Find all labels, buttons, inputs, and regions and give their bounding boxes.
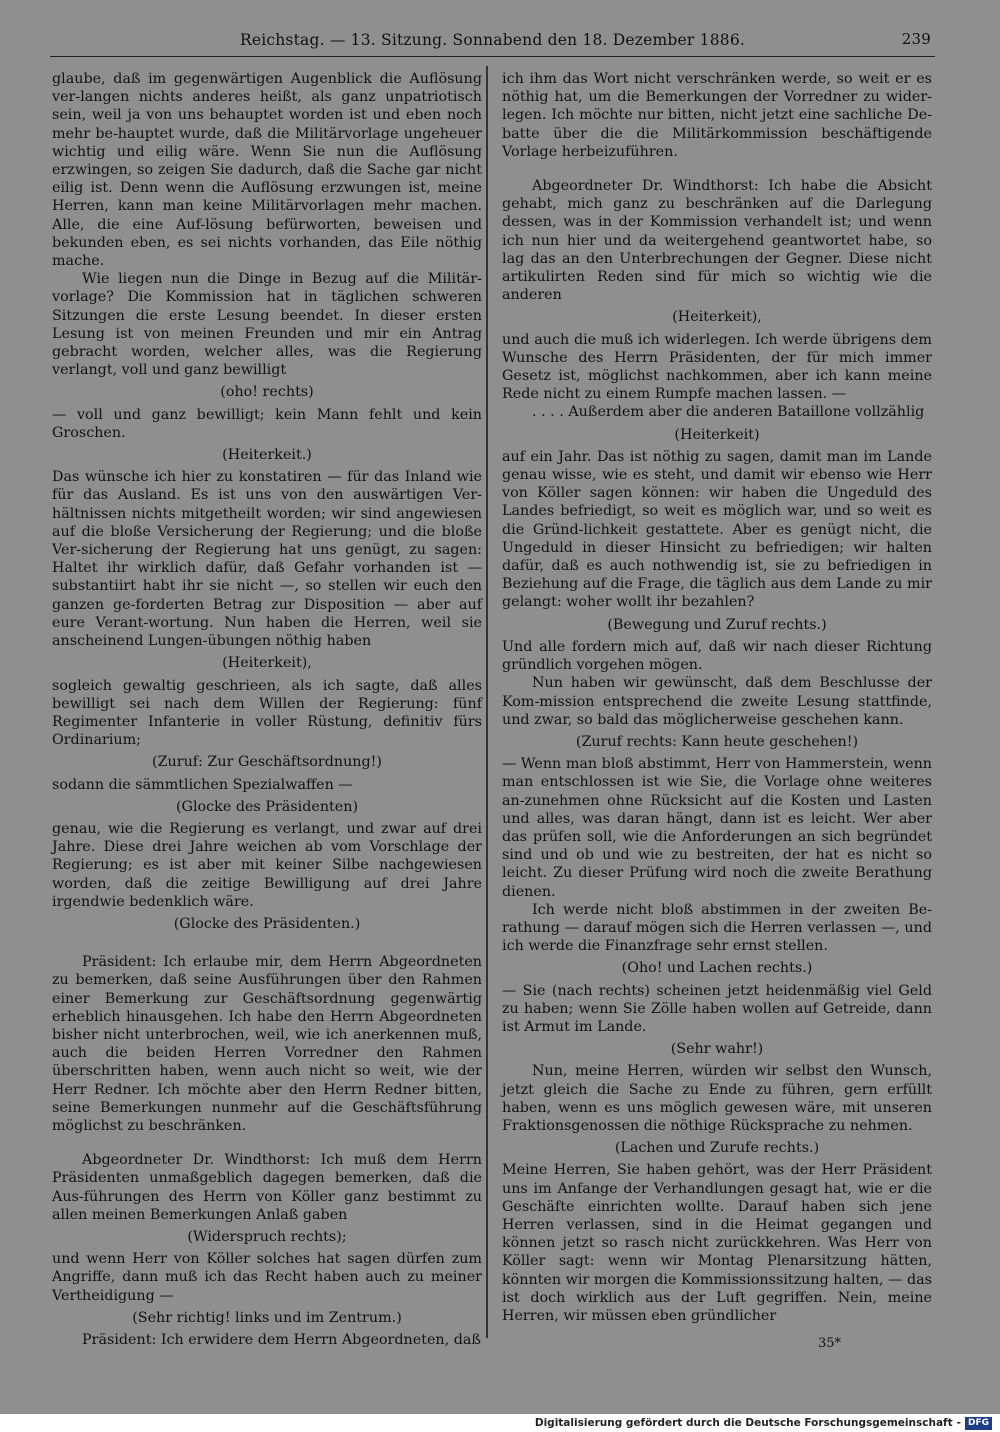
speaker-paragraph: Abgeordneter Dr. Windthorst: Ich habe die Absicht gehabt, mich ganz zu beschränken auf die Darlegung dessen, was in der Kommission verhandelt ist; und wenn ich nun hier und da weitergehend geantwortet habe, so lag das an den Unterbrechungen der Gegner. Diese nicht artikulirten Reden sind für mich so wichtig wie die anderen [502,178,932,304]
paragraph: sodann die sämmtlichen Spezialwaffen — [52,776,353,793]
paragraph: und auch die muß ich widerlegen. Ich werde übrigens dem Wunsche des Herrn Präsidenten, der für mich immer Gesetz ist, möglichst nachkommen, aber ich kann meine Rede nicht zu einem Rumpfe machen lassen. — [502,331,932,403]
interjection: (oho! rechts) [220,384,314,401]
interjection: (Sehr wahr!) [670,1041,764,1058]
interjection: (Zuruf rechts: Kann heute geschehen!) [575,733,859,750]
paragraph: Wie liegen nun die Dinge in Bezug auf die Militär-vorlage? Die Kommission hat in täglichen schweren Sitzungen die erste Lesung beendet. In dieser ersten Lesung ist von meinen Freunden und mir ein Antrag gebracht worden, welcher alles, was die Regierung verlangt, voll und ganz bewilligt [52,271,482,379]
interjection: (Glocke des Präsidenten.) [173,915,361,932]
digitization-credit: Digitalisierung gefördert durch die Deutsche Forschungsgemeinschaft - DFG [535,1416,992,1430]
paragraph: sogleich gewaltig geschrieen, als ich sagte, daß alles bewilligt sei nach dem Willen der Regierung: fünf Regimenter Infanterie in voller Rüstung, definitiv fürs Ordinarium; [52,677,482,749]
right-column [502,70,932,1325]
interjection: (Heiterkeit) [674,426,760,443]
paragraph: ich ihm das Wort nicht verschränken werde, so weit er es nöthig hat, um die Bemerkungen der Vorredner zu wider-legen. Ich möchte nur bitten, nicht jetzt eine sachliche De-batte über die die Militärkommission beschäftigende Vorlage herbeizuführen. [502,71,932,160]
paragraph: — Sie (nach rechts) scheinen jetzt heidenmäßig viel Geld zu haben; wenn Sie Zölle haben wollen auf Getreide, dann ist Armut im Lande. [502,982,932,1035]
speaker-paragraph: Präsident: Ich erlaube mir, dem Herrn Abgeordneten zu bemerken, daß seine Ausführungen über den Rahmen einer Bemerkung zur Geschäftsordnung gegenwärtig erheblich hinausgehen. Ich habe den Herrn Abgeordneten bisher nicht unterbrochen, weil, wie ich anerkennen muß, auch die beiden Herren Vorredner den Rahmen überschritten haben, wenn auch nicht so weit, wie der Herr Redner. Ich möchte aber den Herrn Redner bitten, seine Bemerkungen nunmehr auf die Geschäftsführung möglichst zu beschränken. [52,954,482,1134]
paragraph: Meine Herren, Sie haben gehört, was der Herr Präsident uns im Anfange der Verhandlungen gesagt hat, wie er die Geschäfte einrichten wollte. Darauf haben sich jene Herren verlassen, sind in die Heimat gegangen und können jetzt so rasch nicht zurückkehren. Was Herr von Köller sagt: wenn wir Montag Plenarsitzung hätten, könnten wir morgen die Kommissionssitzung halten, — das ist doch wirklich aus der Luft gegriffen. Nein, meine Herren, wir müssen eben gründlicher [502,1162,932,1324]
interjection: (Widerspruch rechts); [187,1228,347,1245]
column-rule [486,66,488,1338]
interjection: (Sehr richtig! links und im Zentrum.) [132,1309,402,1326]
left-column [52,70,482,1349]
page-number: 239 [901,30,931,48]
paragraph: — voll und ganz bewilligt; kein Mann fehlt und kein Groschen. [52,406,482,441]
sheet-signature: 35* [818,1336,842,1351]
paragraph: . . . . Außerdem aber die anderen Bataillone vollzählig [532,404,925,421]
paragraph: glaube, daß im gegenwärtigen Augenblick die Auflösung ver-langen nichts anderes heißt, als ganz unpatriotisch sein, weil ja von uns behauptet worden ist und eben noch mehr be-hauptet wurde, daß die Militärvorlage ungeheuer wichtig und eilig wäre. Wenn Sie nun die Auflösung erzwingen, so zeigen Sie dadurch, daß die Sache gar nicht eilig ist. Denn wenn die Auflösung erzwungen ist, meine Herren, kann man keine Militärvorlagen mehr machen. Alle, die eine Auf-lösung befürworten, beweisen und bekunden eben, es sei nichts vorhanden, das Eile nöthig mache. [52,71,482,270]
speaker-paragraph: Präsident: Ich erwidere dem Herrn Abgeordneten, daß [82,1332,481,1348]
paragraph: auf ein Jahr. Das ist nöthig zu sagen, damit man im Lande genau wisse, wie es steht, und damit wir ebenso wie Herr von Köller sagen können: wir haben die Ungeduld des Landes befriedigt, so weit es möglich war, und so weit es die Gründ-lichkeit gestattete. Aber es genügt nicht, die Ungeduld in dieser Hinsicht zu befriedigen; wir halten dafür, daß es auch nothwendig ist, sie zu befriedigen in Beziehung auf die Frage, die täglich aus dem Lande zu mir gelangt: woher wollt ihr bezahlen? [502,448,932,611]
paragraph: Nun, meine Herren, würden wir selbst den Wunsch, jetzt gleich die Sache zu Ende zu führen, gern erfüllt haben, wenn es uns möglich gewesen wäre, mit unseren Fraktionsgenossen die nöthige Rücksprache zu nehmen. [502,1063,932,1134]
interjection: (Zuruf: Zur Geschäftsordnung!) [152,754,382,771]
speaker-paragraph: Abgeordneter Dr. Windthorst: Ich muß dem Herrn Präsidenten unmaßgeblich dagegen bemerken, daß die Aus-führungen des Herrn von Köller ganz bestimmt zu allen meinen Bemerkungen Anlaß gaben [52,1152,482,1223]
paragraph: Ich werde nicht bloß abstimmen in der zweiten Be-rathung — darauf mögen sich die Herren verlassen —, und ich werde die Finanzfrage sehr ernst stellen. [502,901,932,955]
credit-text: Digitalisierung gefördert durch die Deutsche Forschungsgemeinschaft [534,1417,953,1429]
paragraph: genau, wie die Regierung es verlangt, und zwar auf drei Jahre. Diese drei Jahre weichen ab vom Vorschlage der Regierung; es ist aber mit keiner Silbe nachgewiesen worden, daß die zeitige Bewilligung auf drei Jahre irgendwie bedenklich wäre. [52,820,482,910]
interjection: (Glocke des Präsidenten) [175,798,359,815]
interjection: (Oho! und Lachen rechts.) [621,960,813,977]
interjection: (Lachen und Zurufe rechts.) [614,1140,820,1157]
paragraph: und wenn Herr von Köller solches hat sagen dürfen zum Angriffe, dann muß ich das Recht haben auch zu meiner Vertheidigung — [52,1251,482,1304]
interjection: (Bewegung und Zuruf rechts.) [607,616,827,633]
interjection: (Heiterkeit), [222,655,312,672]
paragraph: Und alle fordern mich auf, daß wir nach dieser Richtung gründlich vorgehen mögen. [502,638,932,674]
paragraph: Nun haben wir gewünscht, daß dem Beschlusse der Kom-mission entsprechend die zweite Lesung stattfinde, und zwar, so bald das möglicherweise geschehen kann. [502,675,932,728]
paragraph: Das wünsche ich hier zu konstatiren — für das Inland wie für das Ausland. Es ist uns von den auswärtigen Ver-hältnissen nichts mitgetheilt worden; wir sind angewiesen auf die bloße Versicherung der Regierung; und die bloße Ver-sicherung der Regierung hat uns genügt, zu sagen: Haltet ihr wirklich dafür, daß Gefahr vorhanden ist — substantiirt habt ihr sie nicht —, so stellen wir euch den ganzen ge-forderten Betrag zur Disposition — aber auf eure Verant-wortung. Nun haben die Herren, weil sie anscheinend Lungen-übungen nöthig haben [52,469,482,650]
running-header [50,24,935,57]
interjection: (Heiterkeit.) [222,447,312,464]
header-title: Reichstag. — 13. Sitzung. Sonnabend den 18. Dezember 1886. [239,31,746,49]
interjection: (Heiterkeit), [672,309,762,326]
dfg-logo: DFG [965,1417,992,1430]
paragraph: — Wenn man bloß abstimmt, Herr von Hammerstein, wenn man entschlossen ist wie Sie, die Vorlage ohne weiteres an-zunehmen ohne Rücksicht auf die Kosten und Lasten und alles, was daran hängt, dann ist es leicht. Wer aber das prüfen soll, wie die Anforderungen an sich begründet sind und ob und wie zu bestreiten, der hat es nicht so leicht. Zu dieser Prüfung wird noch die zweite Berathung dienen. [502,756,932,900]
